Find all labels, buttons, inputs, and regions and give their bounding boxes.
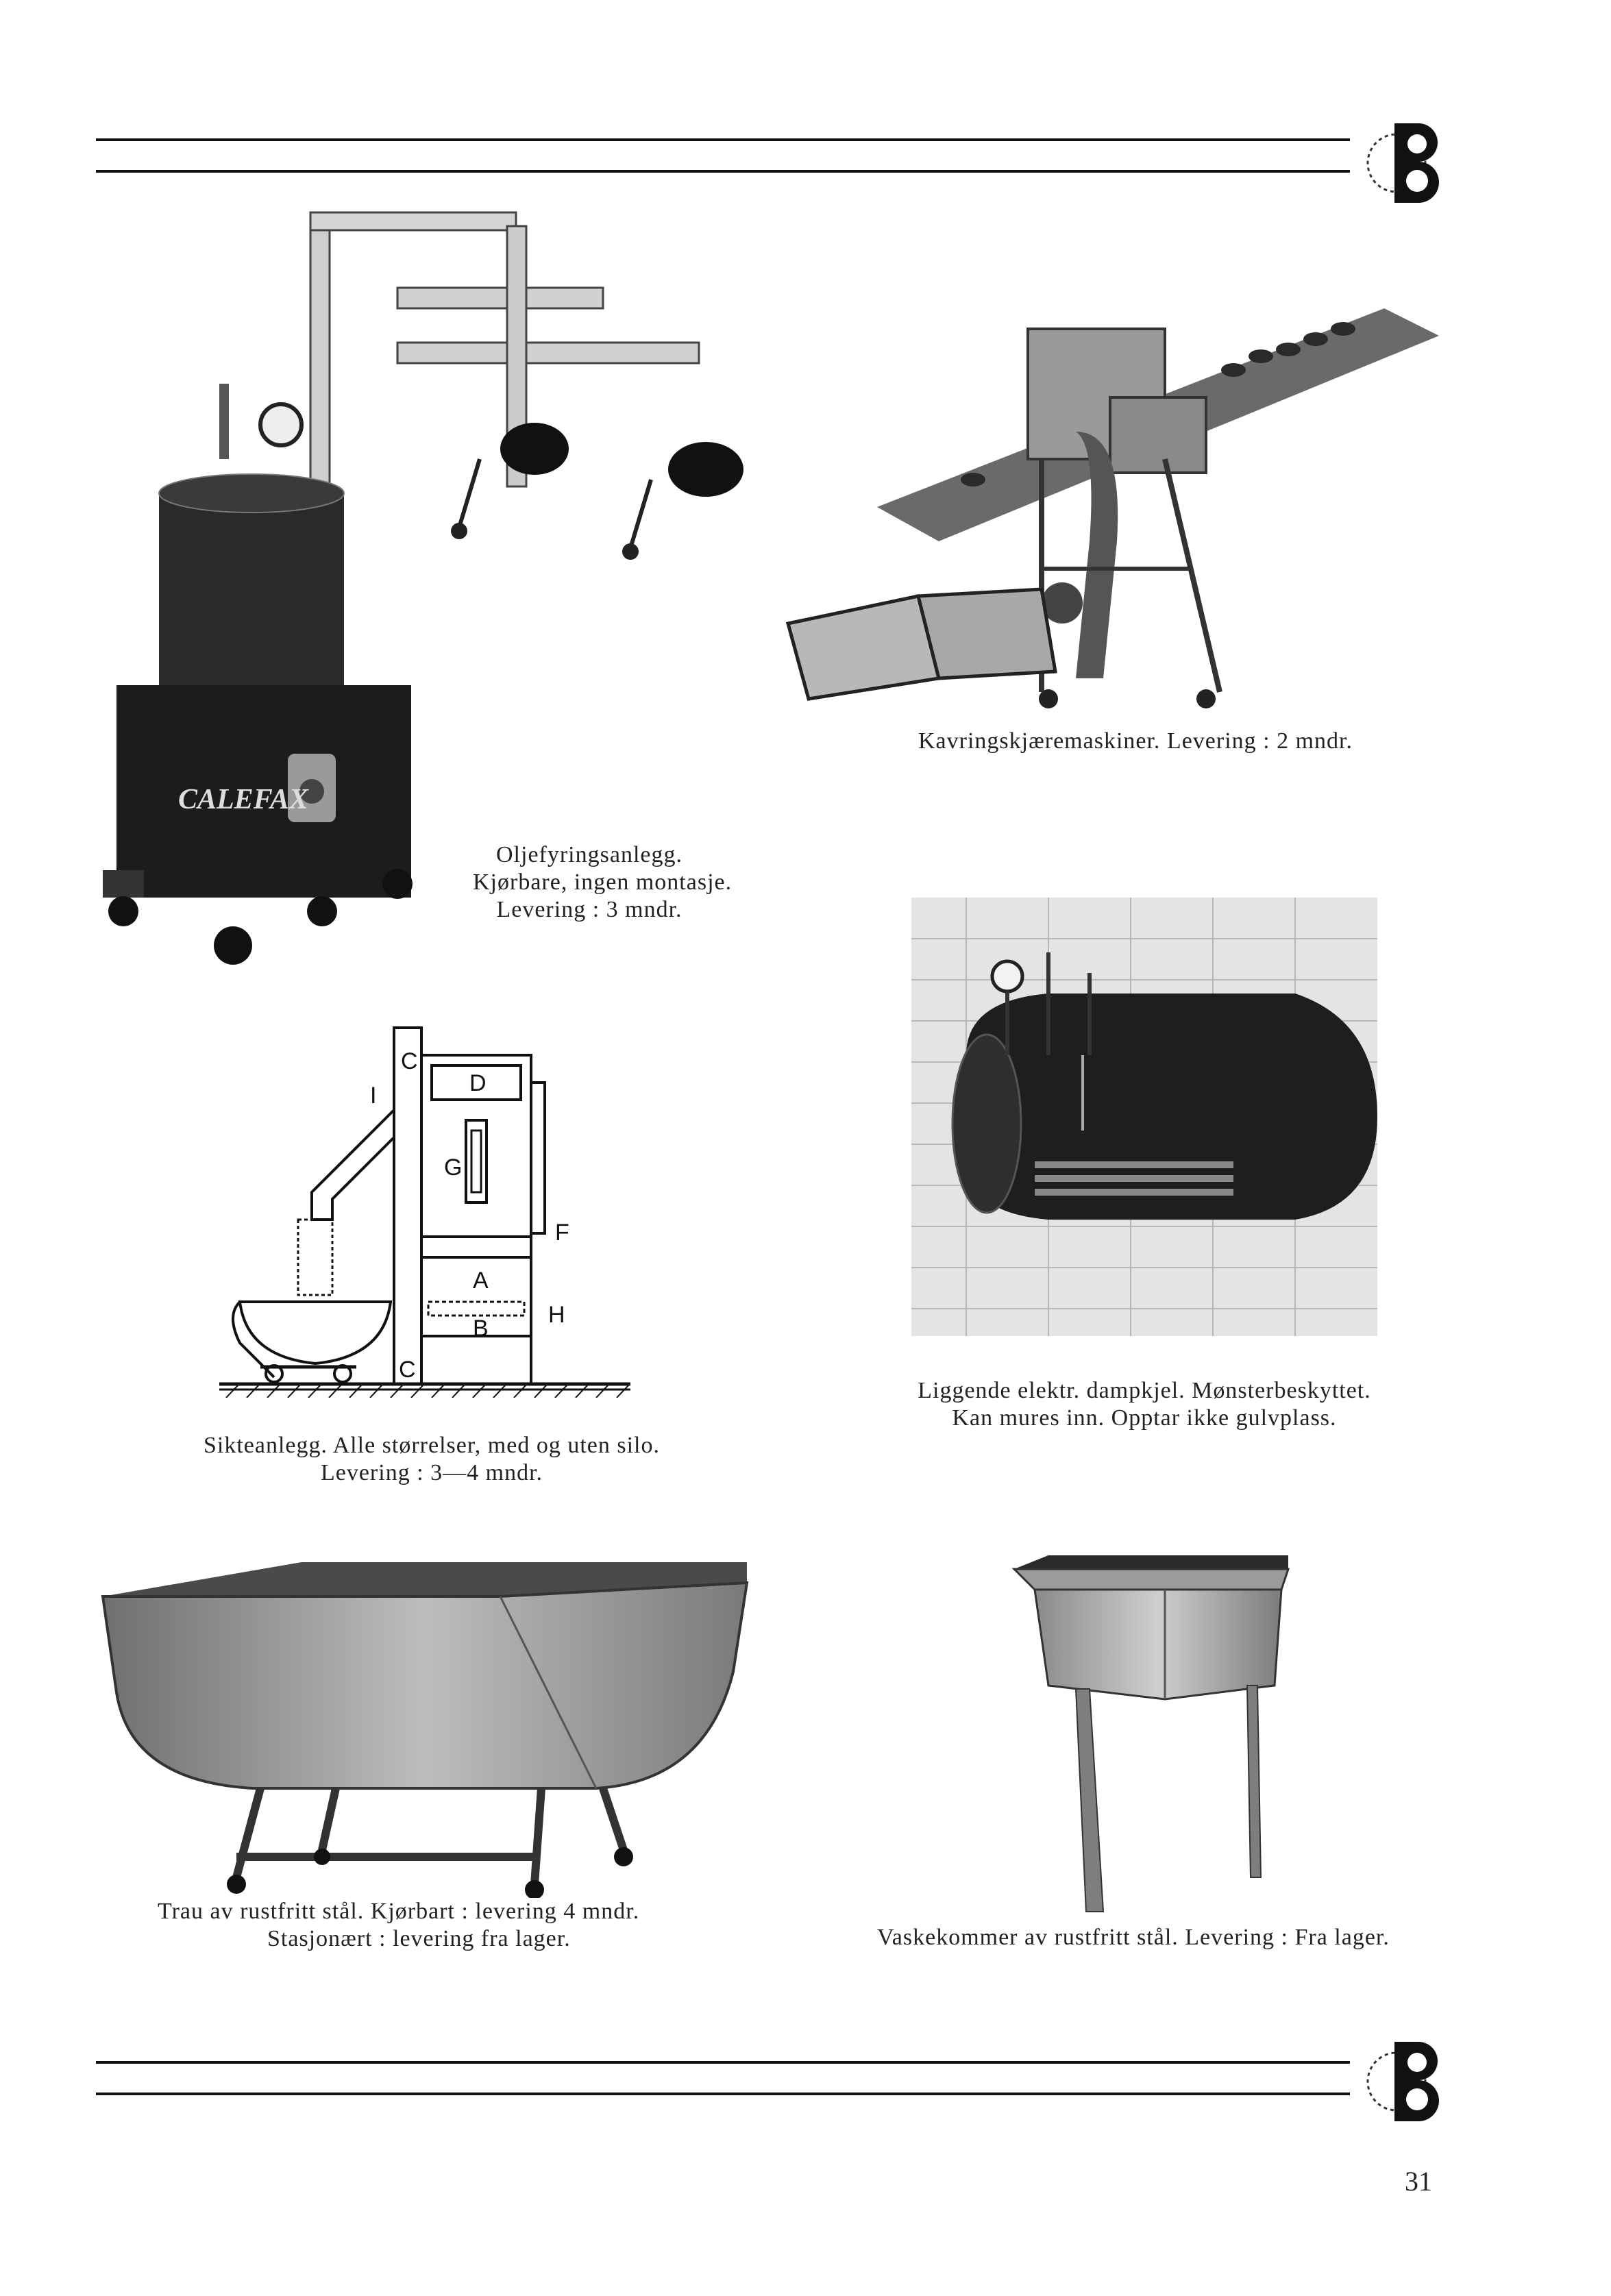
sifter-caption bbox=[185, 1432, 678, 1487]
caption-line: Liggende elektr. dampkjel. Mønsterbeskyttet. bbox=[918, 1378, 1371, 1403]
footer-rule-top bbox=[96, 2061, 1350, 2064]
calefax-label: CALEFAX bbox=[178, 784, 308, 815]
diagram-label: C bbox=[399, 1357, 416, 1383]
trough-caption bbox=[158, 1898, 761, 1953]
oil-burner-caption bbox=[473, 841, 733, 924]
b-gear-logo-icon bbox=[1364, 110, 1446, 206]
diagram-label: F bbox=[555, 1220, 569, 1246]
diagram-label: G bbox=[444, 1155, 463, 1181]
caption-line: Sikteanlegg. Alle størrelser, med og uten silo. bbox=[203, 1433, 661, 1458]
diagram-label: H bbox=[548, 1302, 565, 1328]
wash-tub-caption bbox=[877, 1924, 1390, 1951]
footer-rule-bottom bbox=[96, 2093, 1350, 2095]
caption-line: Oljefyringsanlegg. bbox=[496, 842, 682, 867]
rusk-cutter-caption bbox=[918, 728, 1353, 755]
diagram-label: C bbox=[401, 1048, 418, 1074]
diagram-label: A bbox=[473, 1268, 489, 1294]
wash-tub-photo bbox=[1007, 1548, 1295, 1918]
caption-line: Kan mures inn. Opptar ikke gulvplass. bbox=[952, 1405, 1337, 1431]
sifter-diagram bbox=[219, 1014, 630, 1398]
diagram-label: B bbox=[473, 1316, 489, 1342]
caption-line: Stasjonært : levering fra lager. bbox=[267, 1926, 571, 1951]
caption-line: Levering : 3—4 mndr. bbox=[320, 1460, 543, 1485]
caption-line: Vaskekommer av rustfritt stål. Levering : Fra lager. bbox=[877, 1925, 1390, 1950]
diagram-label: D bbox=[469, 1070, 487, 1096]
caption-line: Levering : 3 mndr. bbox=[496, 897, 682, 922]
b-gear-logo-icon bbox=[1364, 2028, 1446, 2124]
page-number: 31 bbox=[1405, 2166, 1432, 2197]
trough-photo bbox=[89, 1555, 754, 1898]
caption-line: Trau av rustfritt stål. Kjørbart : levering 4 mndr. bbox=[158, 1899, 640, 1924]
header-rule-top bbox=[96, 138, 1350, 141]
header-rule-bottom bbox=[96, 170, 1350, 173]
steam-boiler-caption bbox=[905, 1377, 1384, 1432]
caption-line: Kjørbare, ingen montasje. bbox=[473, 869, 733, 895]
steam-boiler-photo bbox=[911, 898, 1377, 1336]
caption-line: Kavringskjæremaskiner. Levering : 2 mndr. bbox=[918, 728, 1353, 754]
diagram-label: I bbox=[370, 1083, 377, 1109]
rusk-cutter-photo bbox=[781, 295, 1439, 719]
